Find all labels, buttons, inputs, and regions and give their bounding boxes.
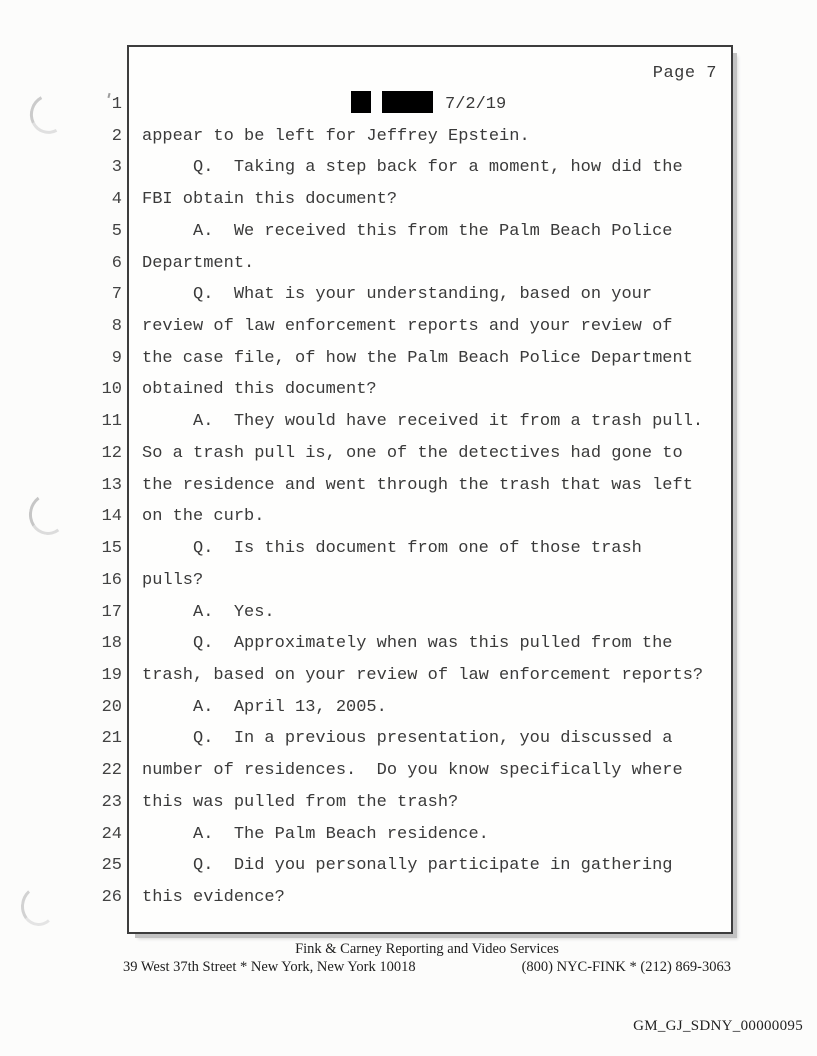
line-text: the residence and went through the trash that was left bbox=[142, 475, 693, 495]
reporter-phone: (800) NYC-FINK * (212) 869-3063 bbox=[521, 959, 731, 975]
transcript-line bbox=[0, 248, 817, 280]
line-text: on the curb. bbox=[142, 507, 265, 527]
line-number: 2 bbox=[111, 126, 122, 146]
line-number: 25 bbox=[101, 856, 122, 876]
line-number: 1 bbox=[111, 95, 122, 114]
transcript-line bbox=[0, 216, 817, 248]
line-number: 24 bbox=[101, 824, 122, 844]
transcript-line bbox=[0, 89, 817, 121]
line-text: Department. bbox=[142, 253, 255, 273]
transcript-line bbox=[0, 406, 817, 438]
line-number: 12 bbox=[101, 443, 122, 463]
line-text: Q. In a previous presentation, you discussed a bbox=[142, 729, 673, 749]
line-text: A. We received this from the Palm Beach Police bbox=[142, 221, 673, 241]
line-text: the case file, of how the Palm Beach Police Department bbox=[142, 348, 693, 368]
line-number: 5 bbox=[111, 221, 122, 241]
transcript-line bbox=[0, 850, 817, 882]
transcript-line bbox=[0, 628, 817, 660]
line-number: 9 bbox=[111, 348, 122, 368]
line-text: pulls? bbox=[142, 570, 204, 590]
line-number: 20 bbox=[101, 697, 122, 717]
page-number-label: Page 7 bbox=[652, 64, 717, 83]
transcript-line bbox=[0, 533, 817, 565]
transcript-line bbox=[0, 343, 817, 375]
line-text: appear to be left for Jeffrey Epstein. bbox=[142, 126, 530, 146]
line-number: 18 bbox=[101, 634, 122, 654]
reporter-footer bbox=[123, 941, 731, 976]
reporter-address: 39 West 37th Street * New York, New York 10018 bbox=[123, 959, 416, 975]
line-number: 8 bbox=[111, 317, 122, 337]
line-number: 17 bbox=[101, 602, 122, 622]
line-text: trash, based on your review of law enforcement reports? bbox=[142, 665, 704, 685]
line-number: 16 bbox=[101, 570, 122, 590]
transcript-line bbox=[0, 501, 817, 533]
line-text: this evidence? bbox=[142, 887, 285, 907]
transcript-line bbox=[0, 374, 817, 406]
line-number: 14 bbox=[101, 507, 122, 527]
line-text: A. The Palm Beach residence. bbox=[142, 824, 489, 844]
line-text: A. They would have received it from a trash pull. bbox=[142, 412, 704, 432]
line-number: 23 bbox=[101, 792, 122, 812]
redaction-box bbox=[351, 91, 371, 113]
line-text: this was pulled from the trash? bbox=[142, 792, 459, 812]
line-text bbox=[142, 89, 506, 121]
line-number: 4 bbox=[111, 190, 122, 210]
line-text: So a trash pull is, one of the detectives had gone to bbox=[142, 443, 683, 463]
transcript-line bbox=[0, 438, 817, 470]
line-number: 13 bbox=[101, 475, 122, 495]
line-text: Q. Taking a step back for a moment, how did the bbox=[142, 158, 683, 178]
line-text: A. April 13, 2005. bbox=[142, 697, 387, 717]
transcript-lines bbox=[0, 89, 817, 914]
line-number: 15 bbox=[101, 539, 122, 559]
line-number: 7 bbox=[111, 285, 122, 305]
transcript-line bbox=[0, 882, 817, 914]
transcript-line bbox=[0, 311, 817, 343]
transcript-line bbox=[0, 597, 817, 629]
line-text: Q. What is your understanding, based on your bbox=[142, 285, 653, 305]
header-date: 7/2/19 bbox=[445, 95, 507, 114]
line-text: number of residences. Do you know specifically where bbox=[142, 761, 683, 781]
transcript-line bbox=[0, 565, 817, 597]
redaction-box bbox=[382, 91, 433, 113]
line-text: A. Yes. bbox=[142, 602, 275, 622]
transcript-line bbox=[0, 692, 817, 724]
line-number: 6 bbox=[111, 253, 122, 273]
transcript-line bbox=[0, 660, 817, 692]
line-number: 10 bbox=[101, 380, 122, 400]
transcript-line bbox=[0, 819, 817, 851]
transcript-line bbox=[0, 723, 817, 755]
line-number: 21 bbox=[101, 729, 122, 749]
transcript-line bbox=[0, 279, 817, 311]
line-number: 11 bbox=[101, 412, 122, 432]
transcript-line bbox=[0, 755, 817, 787]
line-text: obtained this document? bbox=[142, 380, 377, 400]
transcript-line bbox=[0, 152, 817, 184]
transcript-line bbox=[0, 787, 817, 819]
line-text: review of law enforcement reports and your review of bbox=[142, 317, 673, 337]
line-number: 26 bbox=[101, 887, 122, 907]
transcript-line bbox=[0, 184, 817, 216]
transcript-line bbox=[0, 470, 817, 502]
reporter-company: Fink & Carney Reporting and Video Services bbox=[295, 941, 559, 957]
transcript-line bbox=[0, 121, 817, 153]
line-text: FBI obtain this document? bbox=[142, 190, 398, 210]
line-text: Q. Is this document from one of those trash bbox=[142, 539, 642, 559]
line-text: Q. Approximately when was this pulled from the bbox=[142, 634, 673, 654]
bates-number: GM_GJ_SDNY_00000095 bbox=[633, 1018, 803, 1034]
line-number: 22 bbox=[101, 761, 122, 781]
line-number: 19 bbox=[101, 665, 122, 685]
line-number: 3 bbox=[111, 158, 122, 178]
line-text: Q. Did you personally participate in gathering bbox=[142, 856, 673, 876]
